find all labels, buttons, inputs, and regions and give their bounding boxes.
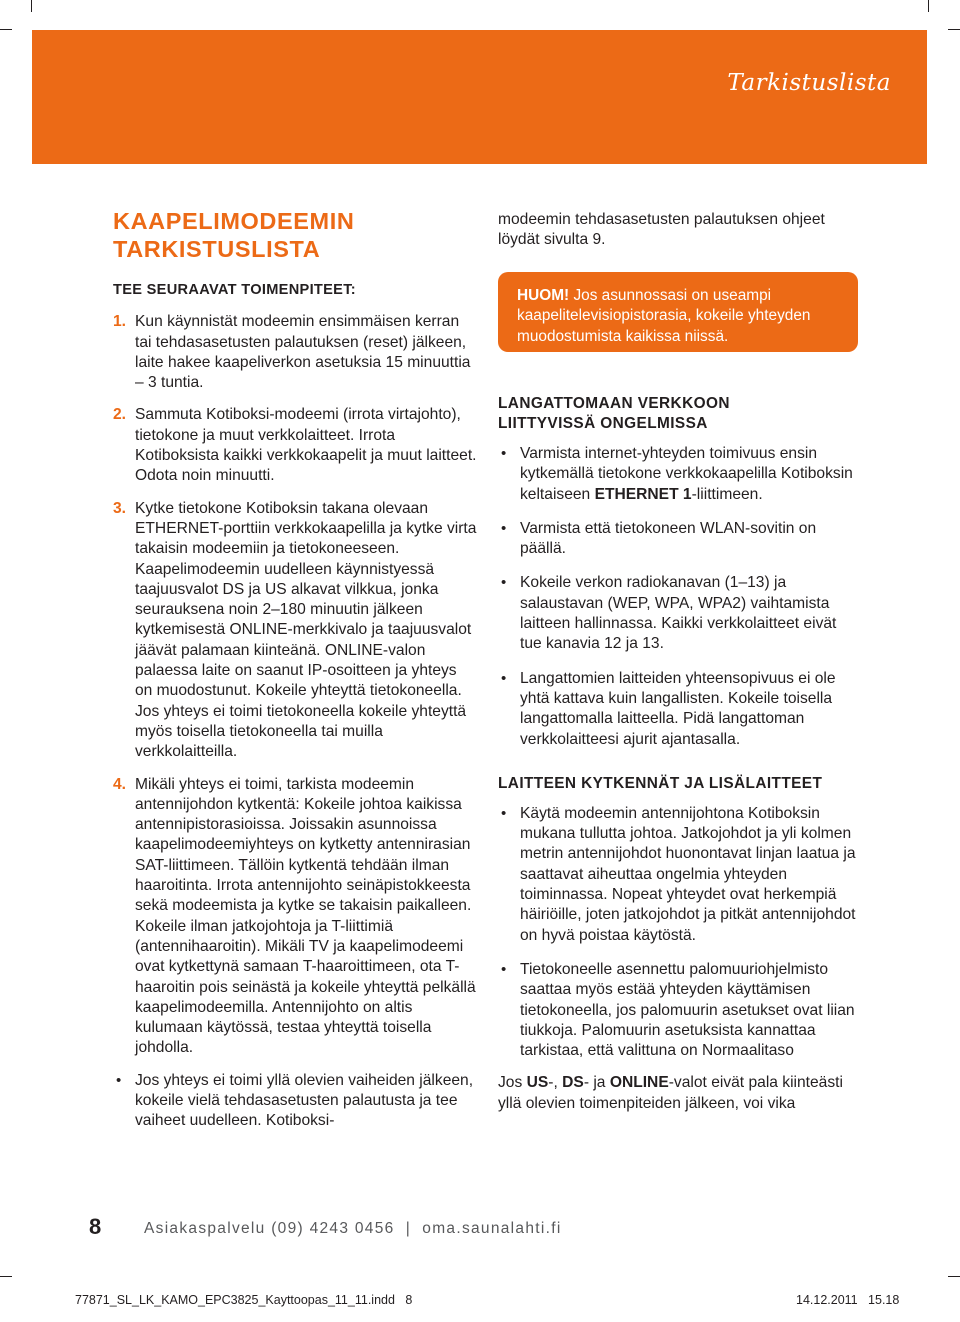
final-text: Jos <box>498 1074 527 1092</box>
banner-title: Tarkistuslista <box>727 70 891 96</box>
bullet-dot: • <box>501 519 507 537</box>
bullet-item <box>498 519 856 560</box>
crop-mark <box>948 29 960 30</box>
step-text: Sammuta Kotiboksi-modeemi (irrota virtajohto), tietokone ja muut verkkolaitteet. Irrota Kotiboksista kaikki verkkokaapelit ja muut laitteet. Odota noin minuutti. <box>135 406 477 485</box>
step-text: Kun käynnistät modeemin ensimmäisen kerran tai tehdasasetusten palautuksen (reset) jälkeen, laite hakee kaapeliverkon asetuksia 15 minuuttia – 3 tuntia. <box>135 313 471 392</box>
final-ds: DS <box>562 1074 584 1092</box>
bullet-item <box>498 444 856 505</box>
final-text: -, <box>548 1074 563 1092</box>
bullet-dot: • <box>116 1071 122 1089</box>
right-column <box>498 394 856 1114</box>
right-continuation <box>498 210 856 251</box>
crop-mark <box>948 1276 960 1277</box>
slug-filename: 77871_SL_LK_KAMO_EPC3825_Kayttoopas_11_11.indd 8 <box>75 1293 413 1307</box>
continuation-text: modeemin tehdasasetusten palautuksen ohjeet löydät sivulta 9. <box>498 211 825 249</box>
step-number: 1. <box>113 313 127 331</box>
header-banner <box>32 30 927 164</box>
bullet-text: -liittimeen. <box>691 485 763 503</box>
steps-subheading: TEE SEURAAVAT TOIMENPITEET: <box>113 282 356 298</box>
final-online: ONLINE <box>609 1074 669 1092</box>
bullet-text: Tietokoneelle asennettu palomuuriohjelmisto saattaa myös estää yhteyden käyttämisen tietokoneella, jos palomuurin asetukset ovat liian tiukkoja. Palomuurin asetuksista kannattaa tarkistaa, että valittuna on Normaalitaso <box>520 960 855 1060</box>
step-item <box>113 499 478 763</box>
bullet-text: Käytä modeemin antennijohtona Kotiboksin mukana tullutta johtoa. Jatkojohdot ja yli kolmen metrin antennijohdot huonontavat linjan laatua ja saattavat aiheuttaa ongelmia yhteyden toiminnassa. Nopeat yhteydet ovat herkempiä häiriöille, joten jatkojohdot ja pitkät antennijohdot on hyvä poistaa käytöstä. <box>520 804 856 944</box>
footer-contact: Asiakaspalvelu (09) 4243 0456 | oma.saunalahti.fi <box>144 1220 562 1237</box>
crop-mark <box>0 1276 12 1277</box>
bullet-dot: • <box>501 960 507 978</box>
step-item <box>113 405 478 486</box>
final-us: US <box>526 1074 549 1092</box>
final-paragraph <box>498 1073 856 1114</box>
bullet-text: Varmista että tietokoneen WLAN-sovitin on päällä. <box>520 519 817 558</box>
step-number: 4. <box>113 775 127 793</box>
crop-mark <box>928 0 929 12</box>
bullet-text: Kokeile verkon radiokanavan (1–13) ja salaustavan (WEP, WPA, WPA2) vaihtamista laitteen hallinnassa. Kaikki verkkolaitteet eivät tue kanavia 12 ja 13. <box>520 574 837 653</box>
page-number: 8 <box>89 1214 102 1239</box>
section-heading-line1: KAAPELIMODEEMIN <box>113 208 355 234</box>
bullet-item <box>113 1071 478 1132</box>
bullet-item <box>498 573 856 654</box>
bullet-bold: ETHERNET 1 <box>594 485 692 503</box>
bullet-text: Varmista internet-yhteyden toimivuus ensin kytkemällä tietokone verkkokaapelilla Kotiboksin keltaiseen <box>520 445 853 503</box>
section-heading-line2: TARKISTUSLISTA <box>113 236 321 262</box>
step-item <box>113 775 478 1059</box>
bullet-text: Jos yhteys ei toimi yllä olevien vaiheiden jälkeen, kokeile vielä tehdasasetusten palautusta ja tee vaiheet uudelleen. Kotiboksi- <box>135 1071 474 1130</box>
wireless-heading-line1: LANGATTOMAAN VERKKOON <box>498 395 730 412</box>
step-item <box>113 312 478 393</box>
step-number: 3. <box>113 499 127 517</box>
bullet-dot: • <box>501 669 507 687</box>
crop-mark <box>0 29 12 30</box>
devices-heading: LAITTEEN KYTKENNÄT JA LISÄLAITTEET <box>498 774 823 792</box>
crop-mark <box>31 0 32 12</box>
final-text: -valot eivät pala kiinteästi yllä olevien toimenpiteiden jälkeen, voi vika <box>498 1074 843 1112</box>
left-column <box>113 207 478 1132</box>
callout-label: HUOM! <box>517 287 570 304</box>
bullet-dot: • <box>501 804 507 822</box>
bullet-dot: • <box>501 574 507 592</box>
step-text: Mikäli yhteys ei toimi, tarkista modeemin antennijohdon kytkentä: Kokeile johtoa kaikissa antennipistorasioissa. Joissakin asunnoissa kaapelimodeemiyhteys on kytketty antennirasian SAT-liittimeen. Tällöin kytkentä tehdään ilman haaroitinta. Irrota antennijohto seinäpistokkeesta sekä modeemista ja kytke se takaisin paikalleen. Kokeile ilman jatkojohtoja ja T-liittimiä (antennihaaroitin). Mikäli TV ja kaapelimodeemi ovat kytkettynä samaan T-haaroittimeen, ota T-haaroitin pois seinästä ja kokeile yhteyttä pelkällä kaapelimodeemilla. Antennijohto on altis kulumaan käytössä, testaa yhteyttä toisella johdolla. <box>135 775 476 1057</box>
wireless-heading-line2: LIITTYVISSÄ ONGELMISSA <box>498 415 708 432</box>
bullet-item <box>498 804 856 946</box>
slug-date: 14.12.2011 15.18 <box>796 1293 900 1307</box>
callout-text: Jos asunnossasi on useampi kaapelitelevisiopistorasia, kokeile yhteyden muodostumista kaikissa niissä. <box>517 287 811 345</box>
step-number: 2. <box>113 406 127 424</box>
bullet-dot: • <box>501 445 507 462</box>
bullet-item <box>498 960 856 1061</box>
step-text: Kytke tietokone Kotiboksin takana olevaan ETHERNET-porttiin verkkokaapelilla ja kytke virta takaisin modeemiin ja tietokoneeseen. Kaapelimodeemin uudelleen käynnistyessä taajuusvalot DS ja US alkavat vilkkua, jonka seurauksena noin 2–180 minuutin jälkeen kytkemisestä ONLINE-merkkivalo ja taajuusvalot jäävät palamaan kiinteänä. ONLINE-valon palaessa laite on saanut IP-osoitteen ja yhteys on muodostunut. Kokeile yhteyttä tietokoneella. Jos yhteys ei toimi tietokoneella kokeile yhteyttä myös toisella tietokoneella tai muilla verkkolaitteilla. <box>135 499 477 761</box>
print-slug <box>0 1282 960 1322</box>
final-text: - ja <box>583 1074 610 1092</box>
bullet-text: Langattomien laitteiden yhteensopivuus ei ole yhtä kattava kuin langallisten. Kokeile toisella langattomalla laitteella. Pidä langattoman verkkolaitteesi ajurit ajantasalla. <box>520 669 836 748</box>
bullet-item <box>498 669 856 750</box>
huom-callout <box>498 272 858 352</box>
